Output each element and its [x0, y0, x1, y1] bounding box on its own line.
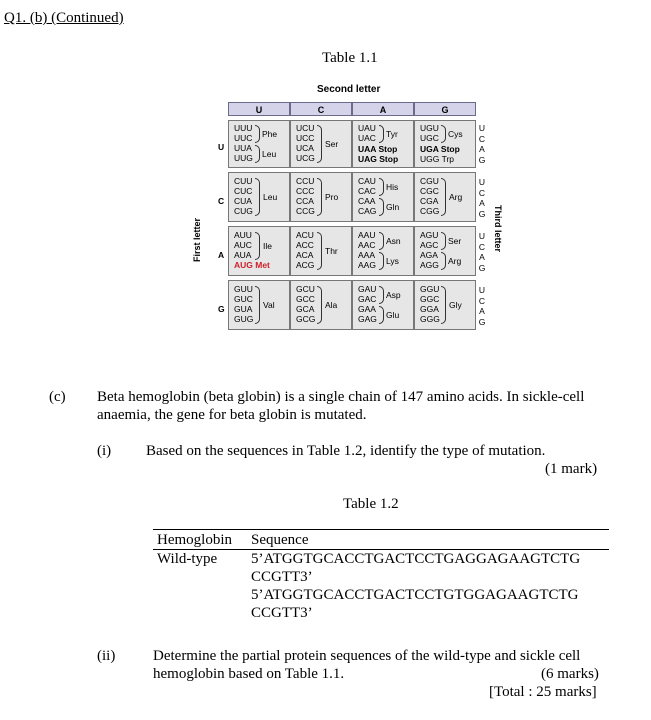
- brace: [379, 286, 384, 304]
- codon: GAU: [358, 284, 377, 294]
- codon: UGU: [420, 123, 439, 133]
- amino-acid: Ile: [263, 241, 272, 251]
- part-c-ii-text: [153, 647, 580, 683]
- codon-cell-cc: [290, 172, 352, 222]
- third-letter: A: [479, 252, 485, 262]
- brace: [255, 232, 260, 260]
- codon: AGU: [420, 230, 439, 240]
- codon-cell-cu: [228, 172, 290, 222]
- row-letter: G: [218, 304, 225, 314]
- codon: GUG: [234, 314, 254, 324]
- table-1-1-caption: Table 1.1: [322, 50, 378, 66]
- brace: [255, 125, 260, 143]
- part-c-i-text: Based on the sequences in Table 1.2, identify the type of mutation.: [146, 443, 546, 459]
- brace: [255, 286, 260, 324]
- codon: GGU: [420, 284, 440, 294]
- codon: AGG: [420, 260, 439, 270]
- part-c-i-number: (i): [97, 443, 112, 459]
- codon: UCA: [296, 143, 314, 153]
- codon-cell-ug: [414, 120, 476, 168]
- sequence-table-header-rule: [153, 549, 609, 550]
- codon: UCU: [296, 123, 315, 133]
- amino-acid: Tyr: [386, 129, 398, 139]
- third-letter: A: [479, 144, 485, 154]
- column-header: U: [228, 102, 290, 116]
- codon: ACA: [296, 250, 314, 260]
- brace: [255, 178, 260, 216]
- third-letter: G: [478, 154, 486, 165]
- amino-acid: Arg: [448, 256, 462, 266]
- brace: [379, 125, 384, 143]
- third-letter: C: [478, 133, 486, 144]
- codon: GUU: [234, 284, 253, 294]
- third-letter-label: Third letter: [493, 205, 503, 253]
- sequence-table-header-sequence: Sequence: [251, 532, 309, 548]
- brace: [379, 306, 384, 324]
- third-letter: G: [478, 262, 486, 273]
- column-header: C: [290, 102, 352, 116]
- codon-table: [228, 102, 476, 342]
- brace: [441, 232, 446, 250]
- codon: CUG: [234, 206, 253, 216]
- codon: CUA: [234, 196, 252, 206]
- codon-cell-ga: [352, 280, 414, 330]
- codon: AAA: [358, 250, 376, 260]
- codon: GGC: [420, 294, 440, 304]
- part-c-number: (c): [49, 389, 66, 405]
- amino-acid: Cys: [448, 129, 463, 139]
- codon: GCC: [296, 294, 315, 304]
- column-header: A: [352, 102, 414, 116]
- amino-acid: Glu: [386, 310, 400, 320]
- amino-acid: Leu: [262, 149, 277, 159]
- amino-acid: Ser: [448, 236, 462, 246]
- codon: GUA: [234, 304, 253, 314]
- amino-acid: Pro: [325, 192, 339, 202]
- codon: GAC: [358, 294, 377, 304]
- codon: GGG: [420, 314, 440, 324]
- codon: AUC: [234, 240, 252, 250]
- third-letter: A: [479, 198, 485, 208]
- codon: GAA: [358, 304, 376, 314]
- row-letter: A: [218, 250, 225, 260]
- codon: CCA: [296, 196, 314, 206]
- stop-codon: UAG Stop: [358, 154, 399, 164]
- amino-acid: Ala: [325, 300, 338, 310]
- codon: ACC: [296, 240, 314, 250]
- codon-cell-gu: [228, 280, 290, 330]
- codon: UAU: [358, 123, 376, 133]
- part-c-ii-number: (ii): [97, 648, 116, 664]
- brace: [317, 125, 322, 163]
- codon: GCA: [296, 304, 315, 314]
- codon: CCC: [296, 186, 315, 196]
- brace: [379, 252, 384, 270]
- codon: CAC: [358, 186, 376, 196]
- row-letter: U: [218, 142, 225, 152]
- amino-acid: Arg: [449, 192, 463, 202]
- codon: UUA: [234, 143, 252, 153]
- sequence-row-seq: CCGTT3’: [251, 569, 313, 585]
- codon: CGC: [420, 186, 439, 196]
- codon: UUU: [234, 123, 253, 133]
- codon: GGA: [420, 304, 439, 314]
- codon: AAC: [358, 240, 376, 250]
- third-letter: U: [478, 177, 486, 187]
- codon-cell-cg: [414, 172, 476, 222]
- table-1-2-caption: Table 1.2: [343, 496, 399, 512]
- third-letter: G: [478, 316, 486, 327]
- stop-codon: UGA Stop: [420, 144, 460, 154]
- part-c-i-marks: (1 mark): [545, 461, 598, 477]
- codon: UUG: [234, 153, 253, 163]
- codon-cell-uc: [290, 120, 352, 168]
- codon: AUU: [234, 230, 252, 240]
- codon: CUC: [234, 186, 253, 196]
- amino-acid: His: [386, 182, 399, 192]
- part-c-ii-text-line: Determine the partial protein sequences of the wild-type and sickle cell: [153, 648, 581, 664]
- sequence-row-seq: CCGTT3’: [251, 605, 313, 621]
- first-letter-label: First letter: [192, 217, 202, 262]
- codon: GCG: [296, 314, 316, 324]
- brace: [441, 252, 446, 270]
- codon-cell-ac: [290, 226, 352, 276]
- codon: UGC: [420, 133, 439, 143]
- third-letter: A: [479, 306, 485, 316]
- amino-acid: Thr: [325, 246, 338, 256]
- part-c-ii-marks: (6 marks): [541, 666, 599, 682]
- codon: AGA: [420, 250, 438, 260]
- codon: CGG: [420, 206, 440, 216]
- amino-acid: Asn: [386, 236, 401, 246]
- amino-acid: Lys: [386, 256, 399, 266]
- third-letter: C: [478, 295, 486, 306]
- codon: CAA: [358, 196, 376, 206]
- codon: GCU: [296, 284, 315, 294]
- total-marks: [Total : 25 marks]: [489, 684, 597, 700]
- tryptophan-codon: UGG Trp: [420, 154, 455, 164]
- question-heading: Q1. (b) (Continued): [4, 10, 124, 26]
- amino-acid: Asp: [386, 290, 401, 300]
- codon: CGU: [420, 176, 439, 186]
- third-letter: C: [478, 241, 486, 252]
- codon: ACG: [296, 260, 315, 270]
- codon-cell-ag: [414, 226, 476, 276]
- codon: UAC: [358, 133, 376, 143]
- sequence-row-seq: 5’ATGGTGCACCTGACTCCTGTGGAGAAGTCTG: [251, 587, 579, 603]
- codon: ACU: [296, 230, 314, 240]
- third-letter: C: [478, 187, 486, 198]
- codon: CCU: [296, 176, 315, 186]
- codon: CGA: [420, 196, 439, 206]
- amino-acid: Gln: [386, 202, 400, 212]
- sequence-row-name: Wild-type: [157, 551, 218, 567]
- second-letter-label: Second letter: [317, 84, 381, 95]
- codon-cell-aa: [352, 226, 414, 276]
- sequence-table-header-hemoglobin: Hemoglobin: [157, 532, 232, 548]
- codon: GUC: [234, 294, 253, 304]
- brace: [255, 145, 260, 163]
- codon: UCG: [296, 153, 315, 163]
- start-codon: AUG Met: [234, 260, 270, 270]
- brace: [441, 125, 446, 143]
- brace: [317, 232, 322, 270]
- codon: GAG: [358, 314, 377, 324]
- codon: UUC: [234, 133, 253, 143]
- codon: AAU: [358, 230, 376, 240]
- third-letter: U: [478, 285, 486, 295]
- codon-cell-uu: [228, 120, 290, 168]
- brace: [441, 178, 446, 216]
- codon: AUA: [234, 250, 252, 260]
- sequence-table-top-rule: [153, 529, 609, 530]
- brace: [441, 286, 446, 324]
- codon: UCC: [296, 133, 315, 143]
- brace: [379, 178, 384, 196]
- codon: CAU: [358, 176, 376, 186]
- brace: [379, 232, 384, 250]
- amino-acid: Gly: [449, 300, 462, 310]
- stop-codon: UAA Stop: [358, 144, 398, 154]
- third-letter: U: [478, 123, 486, 133]
- codon-cell-au: [228, 226, 290, 276]
- third-letter: G: [478, 208, 486, 219]
- codon: AGC: [420, 240, 439, 250]
- amino-acid: Leu: [263, 192, 278, 202]
- sequence-row-seq: 5’ATGGTGCACCTGACTCCTGAGGAGAAGTCTG: [251, 551, 581, 567]
- codon-cell-ua: [352, 120, 414, 168]
- codon-cell-gg: [414, 280, 476, 330]
- codon-cell-gc: [290, 280, 352, 330]
- amino-acid: Phe: [262, 129, 278, 139]
- row-letter: C: [218, 196, 225, 206]
- brace: [317, 286, 322, 324]
- amino-acid: Val: [263, 300, 275, 310]
- part-c-ii-text-line: hemoglobin based on Table 1.1.: [153, 666, 345, 682]
- part-c-text: Beta hemoglobin (beta globin) is a single chain of 147 amino acids. In sickle-cell anaemia, the gene for beta globin is mutated.: [97, 389, 585, 423]
- amino-acid: Ser: [325, 139, 339, 149]
- brace: [317, 178, 322, 216]
- codon: CAG: [358, 206, 377, 216]
- brace: [379, 198, 384, 216]
- column-header: G: [414, 102, 476, 116]
- third-letter: U: [478, 231, 486, 241]
- codon-cell-ca: [352, 172, 414, 222]
- codon: AAG: [358, 260, 376, 270]
- codon: CUU: [234, 176, 253, 186]
- codon: CCG: [296, 206, 315, 216]
